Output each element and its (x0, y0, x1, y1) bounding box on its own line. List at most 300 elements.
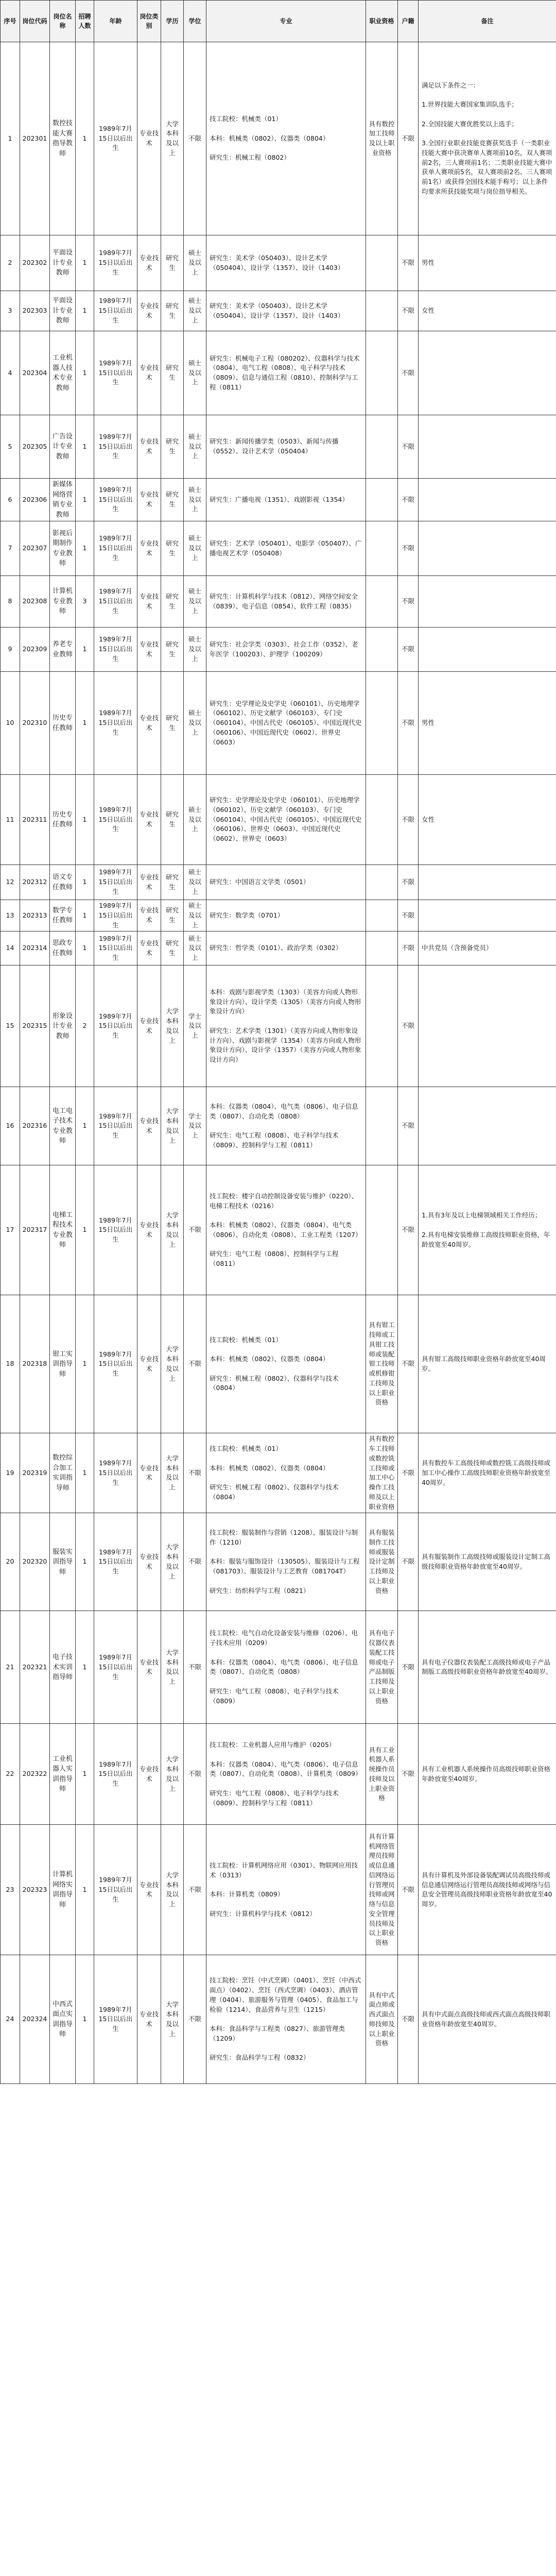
cell-qualification (366, 965, 398, 1087)
table-row (1, 291, 556, 331)
cell-category: 专业技术 (137, 1295, 161, 1433)
cell-age: 1989年7月15日以后出生 (94, 415, 137, 479)
cell-education: 大学本科及以上 (161, 1611, 184, 1724)
table-row (1, 965, 556, 1087)
cell-huji: 不限 (398, 1087, 419, 1165)
cell-remark: 1.具有3年及以上电梯领域相关工作经历； 2.具有电梯安装维修工高级技师职业资格，年龄放宽至40周岁。 (419, 1165, 556, 1295)
cell-remark (419, 331, 556, 415)
cell-category: 专业技术 (137, 672, 161, 775)
table-row (1, 628, 556, 672)
cell-remark (419, 865, 556, 900)
cell-count: 1 (76, 415, 94, 479)
cell-code: 202324 (20, 1955, 50, 2084)
cell-no: 12 (1, 865, 20, 900)
cell-code: 202322 (20, 1724, 50, 1825)
cell-code: 202321 (20, 1611, 50, 1724)
cell-no: 18 (1, 1295, 20, 1433)
cell-degree: 不限 (184, 1433, 206, 1513)
cell-education: 研究生 (161, 931, 184, 965)
cell-post-name: 计算机专业教师 (50, 576, 76, 628)
cell-age: 1989年7月15日以后出生 (94, 1295, 137, 1433)
cell-count: 1 (76, 479, 94, 521)
cell-major: 技工院校：烹饪（中式烹调）（0401）、烹饪（中西式面点）（0402）、烹饪（西式烹调）（0403）、酒店管理（0404）、旅游服务与管理（0405）、食品加工与检验（1214）、食品营养与卫生（1215） 本科：食品科学与工程类（0827）、旅游管理类（1209） 研究生：食品科学与工程（0832） (206, 1955, 366, 2084)
cell-education: 大学本科及以上 (161, 1165, 184, 1295)
cell-education: 大学本科及以上 (161, 1724, 184, 1825)
cell-huji: 不限 (398, 775, 419, 865)
cell-code: 202305 (20, 415, 50, 479)
header-no: 序号 (1, 1, 20, 42)
cell-major: 研究生：艺术学（050401）、电影学（050407）、广播电视艺术学（050408） (206, 521, 366, 576)
table-row (1, 775, 556, 865)
cell-education: 研究生 (161, 235, 184, 291)
cell-age: 1989年7月15日以后出生 (94, 291, 137, 331)
cell-count: 1 (76, 1433, 94, 1513)
cell-count: 1 (76, 1825, 94, 1955)
cell-education: 大学本科及以上 (161, 1433, 184, 1513)
cell-qualification (366, 521, 398, 576)
cell-code: 202316 (20, 1087, 50, 1165)
cell-degree: 硕士及以上 (184, 331, 206, 415)
cell-count: 1 (76, 1724, 94, 1825)
header-count: 招聘人数 (76, 1, 94, 42)
cell-major: 技工院校：机械类（01） 本科：机械类（0802）、仪器类（0804） 研究生：机械工程（0802）、仪器科学与技术（0804） (206, 1295, 366, 1433)
cell-qualification: 具有数控加工技师及以上职业资格 (366, 42, 398, 235)
cell-no: 1 (1, 42, 20, 235)
cell-category: 专业技术 (137, 521, 161, 576)
cell-education: 研究生 (161, 576, 184, 628)
cell-no: 4 (1, 331, 20, 415)
cell-category: 专业技术 (137, 291, 161, 331)
table-row (1, 1825, 556, 1955)
cell-qualification (366, 1087, 398, 1165)
cell-post-name: 平面设计专业教师 (50, 291, 76, 331)
cell-age: 1989年7月15日以后出生 (94, 576, 137, 628)
cell-code: 202313 (20, 900, 50, 931)
cell-remark: 具有中式面点高级技师或西式面点高级技师职业资格年龄放宽至40周岁。 (419, 1955, 556, 2084)
cell-no: 17 (1, 1165, 20, 1295)
cell-age: 1989年7月15日以后出生 (94, 672, 137, 775)
cell-post-name: 平面设计专业教师 (50, 235, 76, 291)
cell-age: 1989年7月15日以后出生 (94, 1825, 137, 1955)
cell-count: 1 (76, 1087, 94, 1165)
table-row (1, 235, 556, 291)
cell-major: 研究生：美术学（050403）、设计艺术学（050404）、设计学（1357）、设计（1403） (206, 235, 366, 291)
table-row (1, 931, 556, 965)
cell-category: 专业技术 (137, 479, 161, 521)
cell-no: 13 (1, 900, 20, 931)
cell-code: 202314 (20, 931, 50, 965)
cell-count: 1 (76, 1165, 94, 1295)
cell-post-name: 服装实训指导师 (50, 1513, 76, 1611)
cell-count: 1 (76, 931, 94, 965)
cell-age: 1989年7月15日以后出生 (94, 1087, 137, 1165)
header-code: 岗位代码 (20, 1, 50, 42)
cell-post-name: 工业机器人技术专业教师 (50, 331, 76, 415)
cell-degree: 硕士及以上 (184, 479, 206, 521)
cell-remark: 女性 (419, 291, 556, 331)
cell-no: 24 (1, 1955, 20, 2084)
cell-qualification (366, 576, 398, 628)
cell-major: 技工院校：工业机器人应用与维护（0205） 本科：仪器类（0804）、电气类（0806）、电子信息类（0807）、自动化类（0808）、计算机类（0809） 研究生：电气工程（0808）、电子科学与技术（0809）、控制科学与工程（0811） (206, 1724, 366, 1825)
cell-no: 22 (1, 1724, 20, 1825)
cell-post-name: 工业机器人实训指导师 (50, 1724, 76, 1825)
cell-no: 5 (1, 415, 20, 479)
table-row (1, 42, 556, 235)
table-row (1, 576, 556, 628)
cell-remark (419, 965, 556, 1087)
cell-qualification (366, 331, 398, 415)
cell-no: 11 (1, 775, 20, 865)
cell-degree: 硕士及以上 (184, 415, 206, 479)
cell-post-name: 中西式面点实训指导师 (50, 1955, 76, 2084)
cell-code: 202308 (20, 576, 50, 628)
cell-degree: 硕士及以上 (184, 775, 206, 865)
cell-huji: 不限 (398, 1513, 419, 1611)
cell-education: 研究生 (161, 331, 184, 415)
cell-degree: 不限 (184, 1955, 206, 2084)
cell-age: 1989年7月15日以后出生 (94, 1955, 137, 2084)
cell-qualification (366, 415, 398, 479)
cell-education: 大学本科及以上 (161, 42, 184, 235)
cell-code: 202306 (20, 479, 50, 521)
cell-qualification (366, 900, 398, 931)
cell-count: 1 (76, 900, 94, 931)
cell-code: 202307 (20, 521, 50, 576)
header-major: 专业 (206, 1, 366, 42)
cell-remark: 男性 (419, 672, 556, 775)
cell-education: 研究生 (161, 775, 184, 865)
table-row (1, 415, 556, 479)
cell-age: 1989年7月15日以后出生 (94, 900, 137, 931)
cell-age: 1989年7月15日以后出生 (94, 1611, 137, 1724)
cell-huji: 不限 (398, 865, 419, 900)
cell-huji: 不限 (398, 672, 419, 775)
cell-age: 1989年7月15日以后出生 (94, 1165, 137, 1295)
cell-degree: 硕士及以上 (184, 576, 206, 628)
cell-post-name: 形象设计专业教师 (50, 965, 76, 1087)
cell-remark (419, 900, 556, 931)
table-row (1, 1433, 556, 1513)
cell-age: 1989年7月15日以后出生 (94, 865, 137, 900)
cell-major: 研究生：中国语言文学类（0501） (206, 865, 366, 900)
cell-major: 技工院校：计算机网络应用（0301）、物联网应用技术（0313） 本科：计算机类（0809） 研究生：计算机科学与技术（0812） (206, 1825, 366, 1955)
cell-age: 1989年7月15日以后出生 (94, 331, 137, 415)
cell-category: 专业技术 (137, 1955, 161, 2084)
cell-degree: 硕士及以上 (184, 900, 206, 931)
cell-education: 大学本科及以上 (161, 1955, 184, 2084)
cell-category: 专业技术 (137, 42, 161, 235)
cell-major: 技工院校：服装制作与营销（1208）、服装设计与制作（1210） 本科：服装与服饰设计（130505）、服装设计与工程（081703）、服装设计与工艺教育（081704T） 研究生：纺织科学与工程（0821） (206, 1513, 366, 1611)
table-row (1, 1295, 556, 1433)
table-row (1, 1513, 556, 1611)
table-row (1, 900, 556, 931)
cell-huji: 不限 (398, 331, 419, 415)
cell-no: 19 (1, 1433, 20, 1513)
cell-qualification: 具有计算机网络管理员技师或信息通信网络运行管理员技师或网络与信息安全管理员技师及以上职业资格 (366, 1825, 398, 1955)
cell-qualification: 具有工业机器人系统操作员技师及以上职业资格 (366, 1724, 398, 1825)
cell-code: 202317 (20, 1165, 50, 1295)
cell-degree: 硕士及以上 (184, 521, 206, 576)
cell-degree: 不限 (184, 42, 206, 235)
cell-post-name: 影视后期制作专业教师 (50, 521, 76, 576)
cell-qualification: 具有电子仪器仪表装配工技师或电子产品制版工技师及以上职业资格 (366, 1611, 398, 1724)
cell-education: 大学本科及以上 (161, 965, 184, 1087)
header-age: 年龄 (94, 1, 137, 42)
cell-major: 研究生：广播电视（1351）、戏剧影视（1354） (206, 479, 366, 521)
cell-age: 1989年7月15日以后出生 (94, 1433, 137, 1513)
cell-age: 1989年7月15日以后出生 (94, 42, 137, 235)
cell-education: 研究生 (161, 865, 184, 900)
table-row (1, 331, 556, 415)
cell-no: 16 (1, 1087, 20, 1165)
cell-degree: 不限 (184, 1825, 206, 1955)
cell-huji: 不限 (398, 521, 419, 576)
cell-post-name: 数控综合加工实训指导师 (50, 1433, 76, 1513)
cell-post-name: 新媒体网络营销专业教师 (50, 479, 76, 521)
cell-remark (419, 415, 556, 479)
cell-no: 8 (1, 576, 20, 628)
header-qualification: 职业资格 (366, 1, 398, 42)
cell-remark: 男性 (419, 235, 556, 291)
cell-count: 1 (76, 672, 94, 775)
cell-qualification: 具有中式面点师或西式面点师技师及以上职业资格 (366, 1955, 398, 2084)
cell-category: 专业技术 (137, 775, 161, 865)
cell-no: 10 (1, 672, 20, 775)
table-row (1, 1087, 556, 1165)
cell-qualification: 具有钳工技师或工具钳工技师或装配钳工技师或机修钳工技师及以上职业资格 (366, 1295, 398, 1433)
cell-no: 2 (1, 235, 20, 291)
cell-huji: 不限 (398, 42, 419, 235)
cell-category: 专业技术 (137, 628, 161, 672)
cell-category: 专业技术 (137, 1825, 161, 1955)
cell-major: 技工院校：机械类（01） 本科：机械类（0802）、仪器类（0804） 研究生：机械工程（0802） (206, 42, 366, 235)
cell-category: 专业技术 (137, 900, 161, 931)
cell-post-name: 思政专任教师 (50, 931, 76, 965)
cell-post-name: 历史专任教师 (50, 672, 76, 775)
cell-code: 202320 (20, 1513, 50, 1611)
cell-huji: 不限 (398, 1724, 419, 1825)
cell-huji: 不限 (398, 235, 419, 291)
cell-no: 6 (1, 479, 20, 521)
cell-code: 202312 (20, 865, 50, 900)
cell-huji: 不限 (398, 931, 419, 965)
cell-count: 1 (76, 1611, 94, 1724)
cell-huji: 不限 (398, 415, 419, 479)
cell-age: 1989年7月15日以后出生 (94, 235, 137, 291)
cell-category: 专业技术 (137, 965, 161, 1087)
header-education: 学历 (161, 1, 184, 42)
table-row (1, 1165, 556, 1295)
cell-qualification (366, 1165, 398, 1295)
cell-remark: 中共党员（含预备党员） (419, 931, 556, 965)
cell-degree: 硕士及以上 (184, 865, 206, 900)
cell-category: 专业技术 (137, 1087, 161, 1165)
cell-remark: 满足以下条件之一： 1.世界技能大赛国家集训队选手； 2.全国技能大赛优胜奖以上选手； 3.全国行业职业技能竞赛获奖选手（一类职业技能大赛中获决赛单人赛项前10名，双人赛项前2名，三人赛项前1名；二类职业技能大赛中获单人赛项前5名，双人赛项前2名、三人赛项前1名）或获得全国技术能手称号；以上条件均要求所获技能奖项与岗位指导相关。 (419, 42, 556, 235)
cell-count: 1 (76, 521, 94, 576)
cell-major: 本科：仪器类（0804）、电气类（0806）、电子信息类（0807）、自动化类（0808） 研究生：电气工程（0808）、电子科学与技术（0809）、控制科学与工程（0811） (206, 1087, 366, 1165)
cell-code: 202311 (20, 775, 50, 865)
cell-age: 1989年7月15日以后出生 (94, 775, 137, 865)
cell-no: 14 (1, 931, 20, 965)
cell-qualification: 具有服装制作工技师或服装设计定制工技师及以上职业资格 (366, 1513, 398, 1611)
cell-education: 大学本科及以上 (161, 1295, 184, 1433)
table-row (1, 1611, 556, 1724)
cell-post-name: 电工电子技术专业教师 (50, 1087, 76, 1165)
cell-post-name: 钳工实训指导师 (50, 1295, 76, 1433)
table-row (1, 672, 556, 775)
cell-post-name: 养老专业教师 (50, 628, 76, 672)
cell-major: 研究生：新闻传播学类（0503）、新闻与传播（0552）、设计艺术学（050404） (206, 415, 366, 479)
cell-education: 研究生 (161, 672, 184, 775)
table-row (1, 521, 556, 576)
cell-huji: 不限 (398, 900, 419, 931)
cell-degree: 不限 (184, 1513, 206, 1611)
cell-count: 1 (76, 628, 94, 672)
cell-count: 1 (76, 291, 94, 331)
cell-education: 研究生 (161, 521, 184, 576)
cell-post-name: 计算机网络实训指导师 (50, 1825, 76, 1955)
cell-education: 大学本科及以上 (161, 1825, 184, 1955)
cell-degree: 不限 (184, 1724, 206, 1825)
cell-count: 1 (76, 1513, 94, 1611)
cell-qualification (366, 479, 398, 521)
header-degree: 学位 (184, 1, 206, 42)
cell-remark: 女性 (419, 775, 556, 865)
cell-huji: 不限 (398, 1955, 419, 2084)
cell-no: 15 (1, 965, 20, 1087)
cell-degree: 不限 (184, 1165, 206, 1295)
cell-post-name: 数控技能大赛指导教师 (50, 42, 76, 235)
cell-remark: 具有工业机器人系统操作员高级技师职业资格年龄放宽至40周岁。 (419, 1724, 556, 1825)
cell-category: 专业技术 (137, 1724, 161, 1825)
cell-code: 202310 (20, 672, 50, 775)
cell-remark (419, 521, 556, 576)
cell-degree: 硕士及以上 (184, 931, 206, 965)
cell-education: 研究生 (161, 291, 184, 331)
cell-count: 3 (76, 576, 94, 628)
cell-degree: 硕士及以上 (184, 291, 206, 331)
cell-major: 技工院校：楼宇自动控制设备安装与维护（0220）、电梯工程技术（0216） 本科：机械类（0802）、仪器类（0804）、电气类（0806）、自动化类（0808）、工业工程类（1207） 研究生：电气工程（0808）、控制科学与工程（0811） (206, 1165, 366, 1295)
cell-remark: 具有计算机及外部设备装配调试员高级技师或信息通信网络运行管理员高级技师或网络与信息安全管理员高级技师职业资格年龄放宽至40周岁。 (419, 1825, 556, 1955)
cell-qualification: 具有数控车工技师或数控铣工技师或加工中心操作工技师及以上职业资格 (366, 1433, 398, 1513)
cell-major: 研究生：史学理论及史学史（060101）、历史地理学（060102）、历史文献学（060103）、专门史（060104）、中国古代史（060105）、中国近现代史（060106）、世界史（0603）、中国近现代史（0602）、世界史（0603） (206, 775, 366, 865)
cell-major: 研究生：计算机科学与技术（0812）、网络空间安全（0839）、电子信息（0854）、软件工程（0835） (206, 576, 366, 628)
cell-post-name: 电子技术实训指导师 (50, 1611, 76, 1724)
cell-remark: 具有钳工高级技师职业资格年龄放宽至40周岁。 (419, 1295, 556, 1433)
cell-education: 大学本科及以上 (161, 1513, 184, 1611)
cell-category: 专业技术 (137, 1611, 161, 1724)
cell-no: 23 (1, 1825, 20, 1955)
cell-code: 202319 (20, 1433, 50, 1513)
cell-category: 专业技术 (137, 576, 161, 628)
header-category: 岗位类别 (137, 1, 161, 42)
cell-count: 1 (76, 331, 94, 415)
table-body (1, 42, 556, 2084)
cell-age: 1989年7月15日以后出生 (94, 479, 137, 521)
cell-qualification (366, 235, 398, 291)
cell-degree: 硕士及以上 (184, 235, 206, 291)
cell-count: 1 (76, 1955, 94, 2084)
cell-education: 研究生 (161, 415, 184, 479)
cell-degree: 不限 (184, 1611, 206, 1724)
cell-major: 研究生：美术学（050403）、设计艺术学（050404）、设计学（1357）、设计（1403） (206, 291, 366, 331)
cell-education: 研究生 (161, 628, 184, 672)
cell-qualification (366, 931, 398, 965)
cell-degree: 硕士及以上 (184, 628, 206, 672)
cell-post-name: 历史专任教师 (50, 775, 76, 865)
cell-code: 202302 (20, 235, 50, 291)
cell-no: 7 (1, 521, 20, 576)
cell-major: 研究生：社会学类（0303）、社会工作（0352）、老年医学（100203）、护理学（100209） (206, 628, 366, 672)
cell-degree: 不限 (184, 1295, 206, 1433)
cell-count: 1 (76, 235, 94, 291)
cell-category: 专业技术 (137, 331, 161, 415)
cell-huji: 不限 (398, 1295, 419, 1433)
cell-qualification (366, 775, 398, 865)
cell-education: 大学本科及以上 (161, 1087, 184, 1165)
cell-remark (419, 628, 556, 672)
cell-education: 研究生 (161, 479, 184, 521)
cell-no: 20 (1, 1513, 20, 1611)
cell-age: 1989年7月15日以后出生 (94, 521, 137, 576)
cell-age: 1989年7月15日以后出生 (94, 965, 137, 1087)
cell-major: 研究生：哲学类（0101）、政治学类（0302） (206, 931, 366, 965)
cell-no: 21 (1, 1611, 20, 1724)
cell-count: 1 (76, 42, 94, 235)
cell-code: 202304 (20, 331, 50, 415)
cell-remark (419, 1087, 556, 1165)
cell-major: 本科：戏剧与影视学类（1303）（美容方向或人物形象设计方向）、设计学类（1305）（美容方向或人物形象设计方向） 研究生：艺术学类（1301）（美容方向或人物形象设计方向）、戏剧与影视学（1354）（美容方向或人物形象设计方向）、设计学（1357）（美容方向或人物形象设计方向） (206, 965, 366, 1087)
cell-count: 1 (76, 1295, 94, 1433)
cell-major: 技工院校：机械类（01） 本科：机械类（0802）、仪器类（0804） 研究生：机械工程（0802）、仪器科学与技术（0804） (206, 1433, 366, 1513)
cell-qualification (366, 291, 398, 331)
cell-qualification (366, 628, 398, 672)
cell-count: 1 (76, 865, 94, 900)
cell-category: 专业技术 (137, 1433, 161, 1513)
cell-remark: 具有电子仪器仪表装配工高级技师或电子产品制版工高级技师职业资格年龄放宽至40周岁。 (419, 1611, 556, 1724)
cell-category: 专业技术 (137, 1513, 161, 1611)
cell-post-name: 广告设计专业教师 (50, 415, 76, 479)
cell-huji: 不限 (398, 965, 419, 1087)
cell-huji: 不限 (398, 1165, 419, 1295)
cell-remark: 具有数控车工高级技师或数控铣工高级技师或加工中心操作工高级技师职业资格年龄放宽至40周岁。 (419, 1433, 556, 1513)
cell-code: 202303 (20, 291, 50, 331)
cell-major: 技工院校：电气自动化设备安装与维修（0206）、电子技术应用（0209） 本科：仪器类（0804）、电气类（0806）、电子信息类（0807）、自动化类（0808） 研究生：电气工程（0808）、电子科学与技术（0809） (206, 1611, 366, 1724)
cell-huji: 不限 (398, 1611, 419, 1724)
cell-code: 202309 (20, 628, 50, 672)
header-huji: 户籍 (398, 1, 419, 42)
cell-post-name: 电梯工程技术专业教师 (50, 1165, 76, 1295)
cell-huji: 不限 (398, 628, 419, 672)
header-remark: 备注 (419, 1, 556, 42)
cell-huji: 不限 (398, 291, 419, 331)
cell-no: 3 (1, 291, 20, 331)
cell-degree: 学士及以上 (184, 965, 206, 1087)
cell-code: 202323 (20, 1825, 50, 1955)
cell-post-name: 语文专任教师 (50, 865, 76, 900)
cell-post-name: 数学专任教师 (50, 900, 76, 931)
cell-age: 1989年7月15日以后出生 (94, 1724, 137, 1825)
cell-code: 202315 (20, 965, 50, 1087)
cell-age: 1989年7月15日以后出生 (94, 1513, 137, 1611)
cell-degree: 学士及以上 (184, 1087, 206, 1165)
cell-category: 专业技术 (137, 1165, 161, 1295)
cell-remark (419, 576, 556, 628)
cell-huji: 不限 (398, 479, 419, 521)
table-row (1, 865, 556, 900)
cell-count: 2 (76, 965, 94, 1087)
cell-major: 研究生：史学理论及史学史（060101）、历史地理学（060102）、历史文献学（060103）、专门史（060104）、中国古代史（060105）、中国近现代史（060106）、中国近现代史（0602）、世界史（0603） (206, 672, 366, 775)
